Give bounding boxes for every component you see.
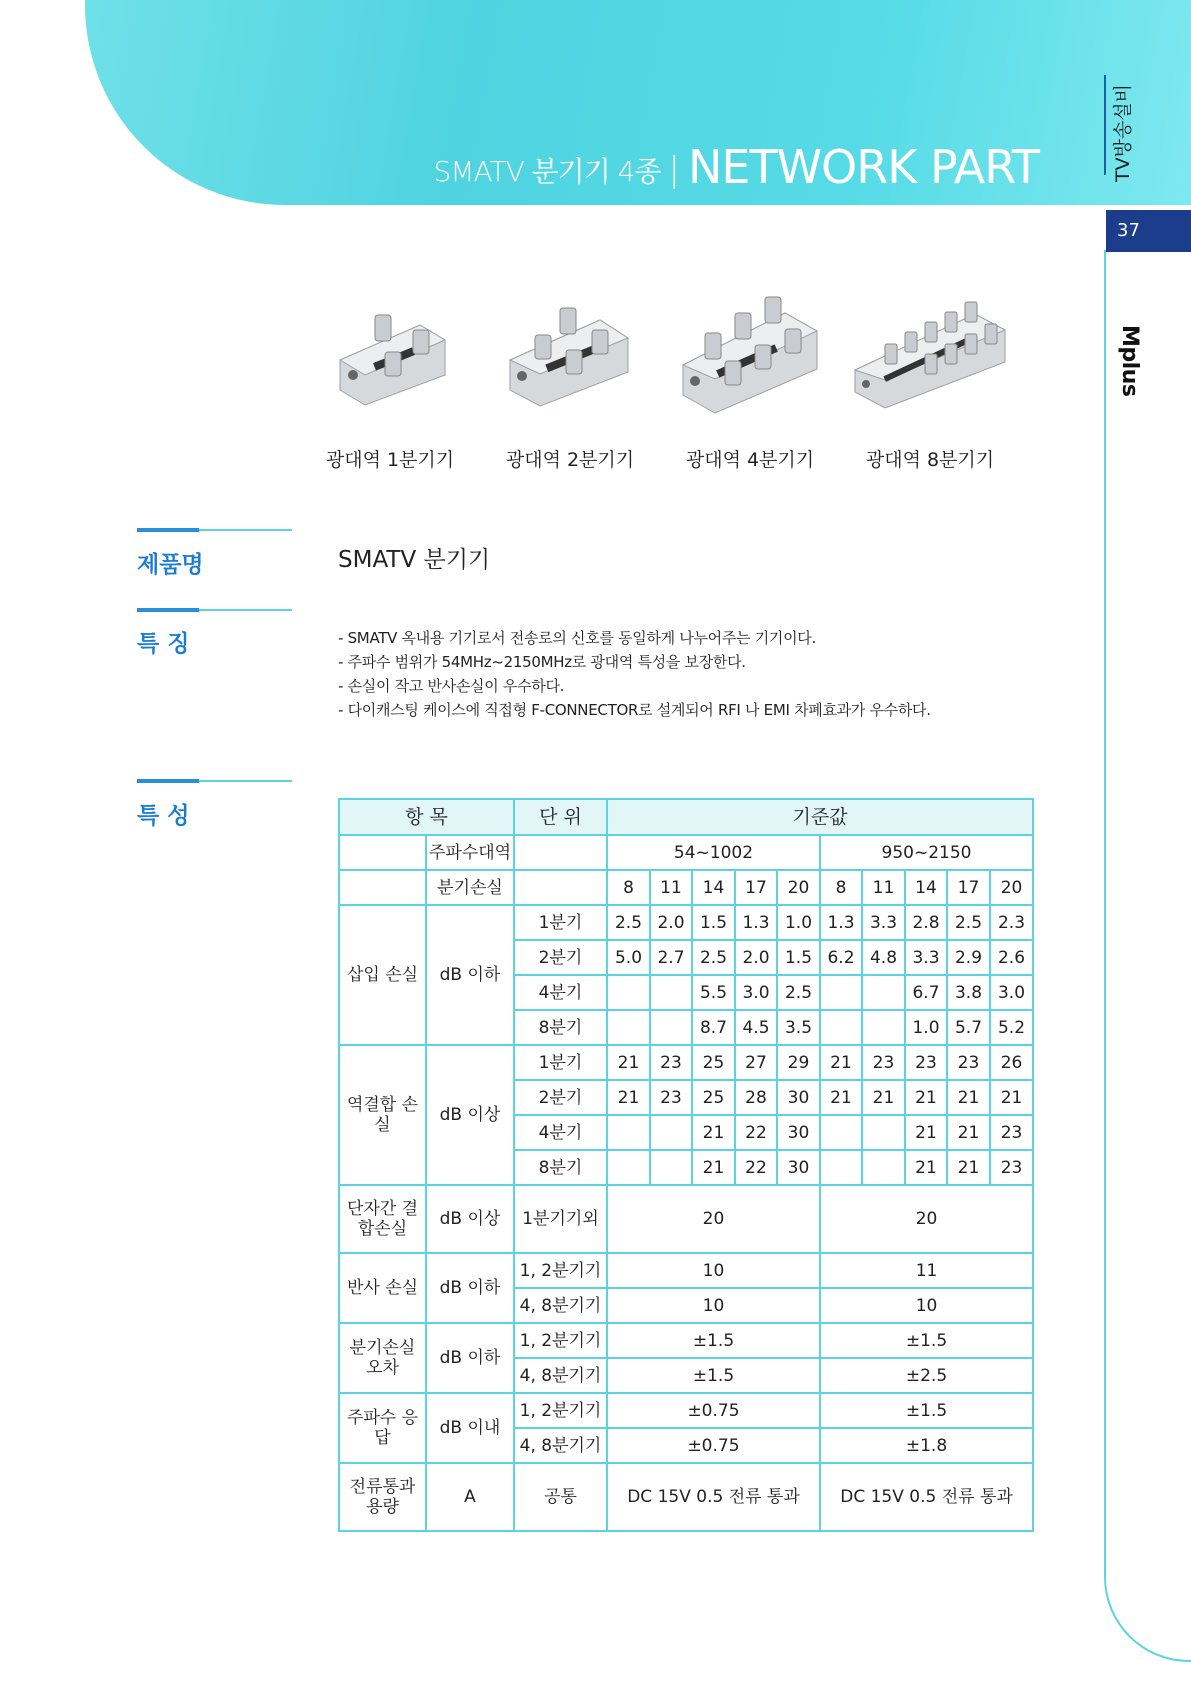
value-cell: 21 — [607, 1080, 650, 1115]
cond-cell: 1, 2분기기 — [514, 1323, 607, 1358]
value-cell: 22 — [735, 1150, 777, 1185]
value-cell: 5.5 — [692, 975, 735, 1010]
splitter-type: 4분기 — [514, 975, 607, 1010]
section-label-specs: 특 성 — [137, 803, 190, 829]
value-cell: 10 — [607, 1253, 820, 1288]
value-cell: 25 — [692, 1080, 735, 1115]
value-cell: 3.8 — [947, 975, 990, 1010]
freq-response-label: 주파수 응답 — [339, 1393, 426, 1463]
side-section-label: TV방송설비 — [1112, 83, 1134, 182]
product-gallery — [300, 295, 1050, 475]
insertion-loss-label: 삽입 손실 — [339, 905, 426, 1045]
table-row — [339, 905, 1033, 940]
value-cell — [650, 1150, 692, 1185]
splitter-type: 8분기 — [514, 1010, 607, 1045]
tap-value: 8 — [607, 870, 650, 905]
isolation-label: 단자간 결합손실 — [339, 1185, 426, 1253]
return-loss-label: 반사 손실 — [339, 1253, 426, 1323]
value-cell: 29 — [777, 1045, 820, 1080]
value-cell: ±1.5 — [820, 1323, 1033, 1358]
tap-loss-label: 분기손실 — [426, 870, 514, 905]
value-cell: 22 — [735, 1115, 777, 1150]
product-name: SMATV 분기기 — [338, 547, 491, 573]
value-cell — [862, 975, 905, 1010]
value-cell: 23 — [947, 1045, 990, 1080]
value-cell: 21 — [692, 1150, 735, 1185]
value-cell: 5.2 — [990, 1010, 1033, 1045]
current-cond: 공통 — [514, 1463, 607, 1531]
product-4-way — [660, 295, 840, 472]
value-cell: 21 — [905, 1150, 947, 1185]
value-cell: 3.0 — [990, 975, 1033, 1010]
splitter-type: 2분기 — [514, 1080, 607, 1115]
value-cell: 6.7 — [905, 975, 947, 1010]
value-cell: ±1.5 — [607, 1358, 820, 1393]
page-main-title: NETWORK PART — [688, 140, 1039, 194]
feature-item: - 손실이 작고 반사손실이 우수하다. — [338, 677, 565, 695]
value-cell: 1.3 — [820, 905, 862, 940]
value-cell: 23 — [862, 1045, 905, 1080]
value-cell: 25 — [692, 1045, 735, 1080]
value-cell — [650, 1115, 692, 1150]
cond-cell: 4, 8분기기 — [514, 1358, 607, 1393]
value-cell: 10 — [820, 1288, 1033, 1323]
table-row — [339, 1323, 1033, 1358]
value-cell: 1.0 — [777, 905, 820, 940]
value-cell: 5.0 — [607, 940, 650, 975]
feature-item: - 다이캐스팅 케이스에 직접형 F-CONNECTOR로 설계되어 RFI 나 EMI 차폐효과가 우수하다. — [338, 701, 931, 719]
value-cell: 21 — [607, 1045, 650, 1080]
isolation-value-1: 20 — [607, 1185, 820, 1253]
tap-value: 14 — [905, 870, 947, 905]
tap-value: 14 — [692, 870, 735, 905]
value-cell: 21 — [820, 1045, 862, 1080]
product-label: 광대역 8분기기 — [865, 449, 995, 471]
product-8-way — [840, 295, 1020, 472]
tap-error-label: 분기손실 오차 — [339, 1323, 426, 1393]
value-cell: 10 — [607, 1288, 820, 1323]
value-cell: 1.5 — [777, 940, 820, 975]
feature-item: - 주파수 범위가 54MHz~2150MHz로 광대역 특성을 보장한다. — [338, 653, 746, 671]
cond-cell: 1, 2분기기 — [514, 1393, 607, 1428]
value-cell: 23 — [650, 1080, 692, 1115]
product-label: 광대역 2분기기 — [505, 449, 635, 471]
product-label: 광대역 1분기기 — [325, 449, 455, 471]
reverse-loss-label: 역결합 손실 — [339, 1045, 426, 1185]
value-cell: 1.0 — [905, 1010, 947, 1045]
band-2: 950~2150 — [820, 835, 1033, 870]
tap-error-unit: dB 이하 — [426, 1323, 514, 1393]
value-cell: 21 — [820, 1080, 862, 1115]
table-row — [339, 1393, 1033, 1428]
table-row — [339, 1185, 1033, 1253]
value-cell: 21 — [990, 1080, 1033, 1115]
current-label: 전류통과 용량 — [339, 1463, 426, 1531]
tap-value: 20 — [777, 870, 820, 905]
value-cell: 30 — [777, 1115, 820, 1150]
value-cell: 3.3 — [862, 905, 905, 940]
value-cell: 2.8 — [905, 905, 947, 940]
cond-cell: 1, 2분기기 — [514, 1253, 607, 1288]
value-cell: 28 — [735, 1080, 777, 1115]
value-cell: ±0.75 — [607, 1428, 820, 1463]
section-divider — [137, 608, 292, 612]
value-cell: 2.5 — [607, 905, 650, 940]
value-cell: 3.0 — [735, 975, 777, 1010]
section-label-features: 특 징 — [137, 631, 190, 657]
value-cell — [862, 1150, 905, 1185]
splitter-type: 8분기 — [514, 1150, 607, 1185]
value-cell: 21 — [947, 1080, 990, 1115]
value-cell: 2.9 — [947, 940, 990, 975]
value-cell — [820, 1115, 862, 1150]
table-row — [339, 1045, 1033, 1080]
section-label-product-name: 제품명 — [137, 552, 204, 578]
brand-logo: Mplus — [1117, 325, 1142, 397]
value-cell: 2.3 — [990, 905, 1033, 940]
isolation-value-2: 20 — [820, 1185, 1033, 1253]
value-cell: 2.5 — [692, 940, 735, 975]
value-cell: 11 — [820, 1253, 1033, 1288]
freq-band-label: 주파수대역 — [426, 835, 514, 870]
isolation-cond: 1분기기외 — [514, 1185, 607, 1253]
header-item: 항 목 — [339, 799, 514, 835]
2-way-splitter-image — [480, 295, 660, 415]
value-cell: 27 — [735, 1045, 777, 1080]
value-cell: 2.5 — [947, 905, 990, 940]
value-cell: 1.5 — [692, 905, 735, 940]
page-border-curve — [1104, 250, 1191, 1662]
value-cell: 8.7 — [692, 1010, 735, 1045]
value-cell — [607, 1150, 650, 1185]
title-separator: | — [668, 150, 680, 190]
table-row — [339, 835, 1033, 870]
value-cell: 2.0 — [735, 940, 777, 975]
value-cell: 21 — [862, 1080, 905, 1115]
value-cell: 6.2 — [820, 940, 862, 975]
table-header-row — [339, 799, 1033, 835]
spec-table — [338, 798, 1034, 1532]
value-cell: 21 — [947, 1115, 990, 1150]
value-cell — [607, 1115, 650, 1150]
features-list — [338, 626, 931, 722]
header-ref: 기준값 — [607, 799, 1033, 835]
tap-value: 17 — [947, 870, 990, 905]
freq-response-unit: dB 이내 — [426, 1393, 514, 1463]
value-cell: 21 — [905, 1115, 947, 1150]
value-cell: 23 — [990, 1115, 1033, 1150]
value-cell — [650, 975, 692, 1010]
value-cell: ±0.75 — [607, 1393, 820, 1428]
8-way-splitter-image — [840, 295, 1020, 415]
value-cell: ±1.5 — [820, 1393, 1033, 1428]
tap-value: 11 — [650, 870, 692, 905]
value-cell: ±1.5 — [607, 1323, 820, 1358]
value-cell — [862, 1010, 905, 1045]
current-value-2: DC 15V 0.5 전류 통과 — [820, 1463, 1033, 1531]
value-cell: 2.7 — [650, 940, 692, 975]
value-cell — [820, 1010, 862, 1045]
side-divider — [1104, 75, 1106, 175]
section-divider — [137, 779, 292, 783]
reverse-loss-unit: dB 이상 — [426, 1045, 514, 1185]
value-cell: 21 — [905, 1080, 947, 1115]
value-cell: 2.6 — [990, 940, 1033, 975]
current-value-1: DC 15V 0.5 전류 통과 — [607, 1463, 820, 1531]
page-number: 37 — [1106, 210, 1191, 252]
value-cell: 23 — [650, 1045, 692, 1080]
value-cell: 21 — [692, 1115, 735, 1150]
value-cell: 5.7 — [947, 1010, 990, 1045]
feature-item: - SMATV 옥내용 기기로서 전송로의 신호를 동일하게 나누어주는 기기이다. — [338, 629, 816, 647]
value-cell — [820, 1150, 862, 1185]
value-cell: 26 — [990, 1045, 1033, 1080]
value-cell: 3.5 — [777, 1010, 820, 1045]
cond-cell: 4, 8분기기 — [514, 1288, 607, 1323]
tap-value: 11 — [862, 870, 905, 905]
section-divider — [137, 528, 292, 532]
value-cell: 3.3 — [905, 940, 947, 975]
table-row — [339, 1463, 1033, 1531]
value-cell — [650, 1010, 692, 1045]
4-way-splitter-image — [660, 295, 840, 415]
value-cell: 4.5 — [735, 1010, 777, 1045]
value-cell: 23 — [905, 1045, 947, 1080]
header-unit: 단 위 — [514, 799, 607, 835]
splitter-type: 1분기 — [514, 1045, 607, 1080]
tap-value: 8 — [820, 870, 862, 905]
product-label: 광대역 4분기기 — [685, 449, 815, 471]
value-cell: ±1.8 — [820, 1428, 1033, 1463]
current-unit: A — [426, 1463, 514, 1531]
value-cell — [862, 1115, 905, 1150]
splitter-type: 2분기 — [514, 940, 607, 975]
return-loss-unit: dB 이하 — [426, 1253, 514, 1323]
value-cell: 23 — [990, 1150, 1033, 1185]
value-cell: 2.0 — [650, 905, 692, 940]
value-cell: 30 — [777, 1150, 820, 1185]
value-cell: 21 — [947, 1150, 990, 1185]
table-row — [339, 1253, 1033, 1288]
1-way-splitter-image — [300, 295, 480, 415]
table-row — [339, 870, 1033, 905]
value-cell: 1.3 — [735, 905, 777, 940]
splitter-type: 1분기 — [514, 905, 607, 940]
cond-cell: 4, 8분기기 — [514, 1428, 607, 1463]
product-2-way — [480, 295, 660, 472]
splitter-type: 4분기 — [514, 1115, 607, 1150]
value-cell — [820, 975, 862, 1010]
value-cell — [607, 1010, 650, 1045]
tap-value: 20 — [990, 870, 1033, 905]
tap-value: 17 — [735, 870, 777, 905]
insertion-loss-unit: dB 이하 — [426, 905, 514, 1045]
page-title — [433, 134, 1039, 194]
isolation-unit: dB 이상 — [426, 1185, 514, 1253]
page-subtitle: SMATV 분기기 4종 — [433, 155, 661, 188]
product-1-way — [300, 295, 480, 472]
value-cell: ±2.5 — [820, 1358, 1033, 1393]
band-1: 54~1002 — [607, 835, 820, 870]
value-cell: 30 — [777, 1080, 820, 1115]
value-cell: 2.5 — [777, 975, 820, 1010]
value-cell — [607, 975, 650, 1010]
value-cell: 4.8 — [862, 940, 905, 975]
